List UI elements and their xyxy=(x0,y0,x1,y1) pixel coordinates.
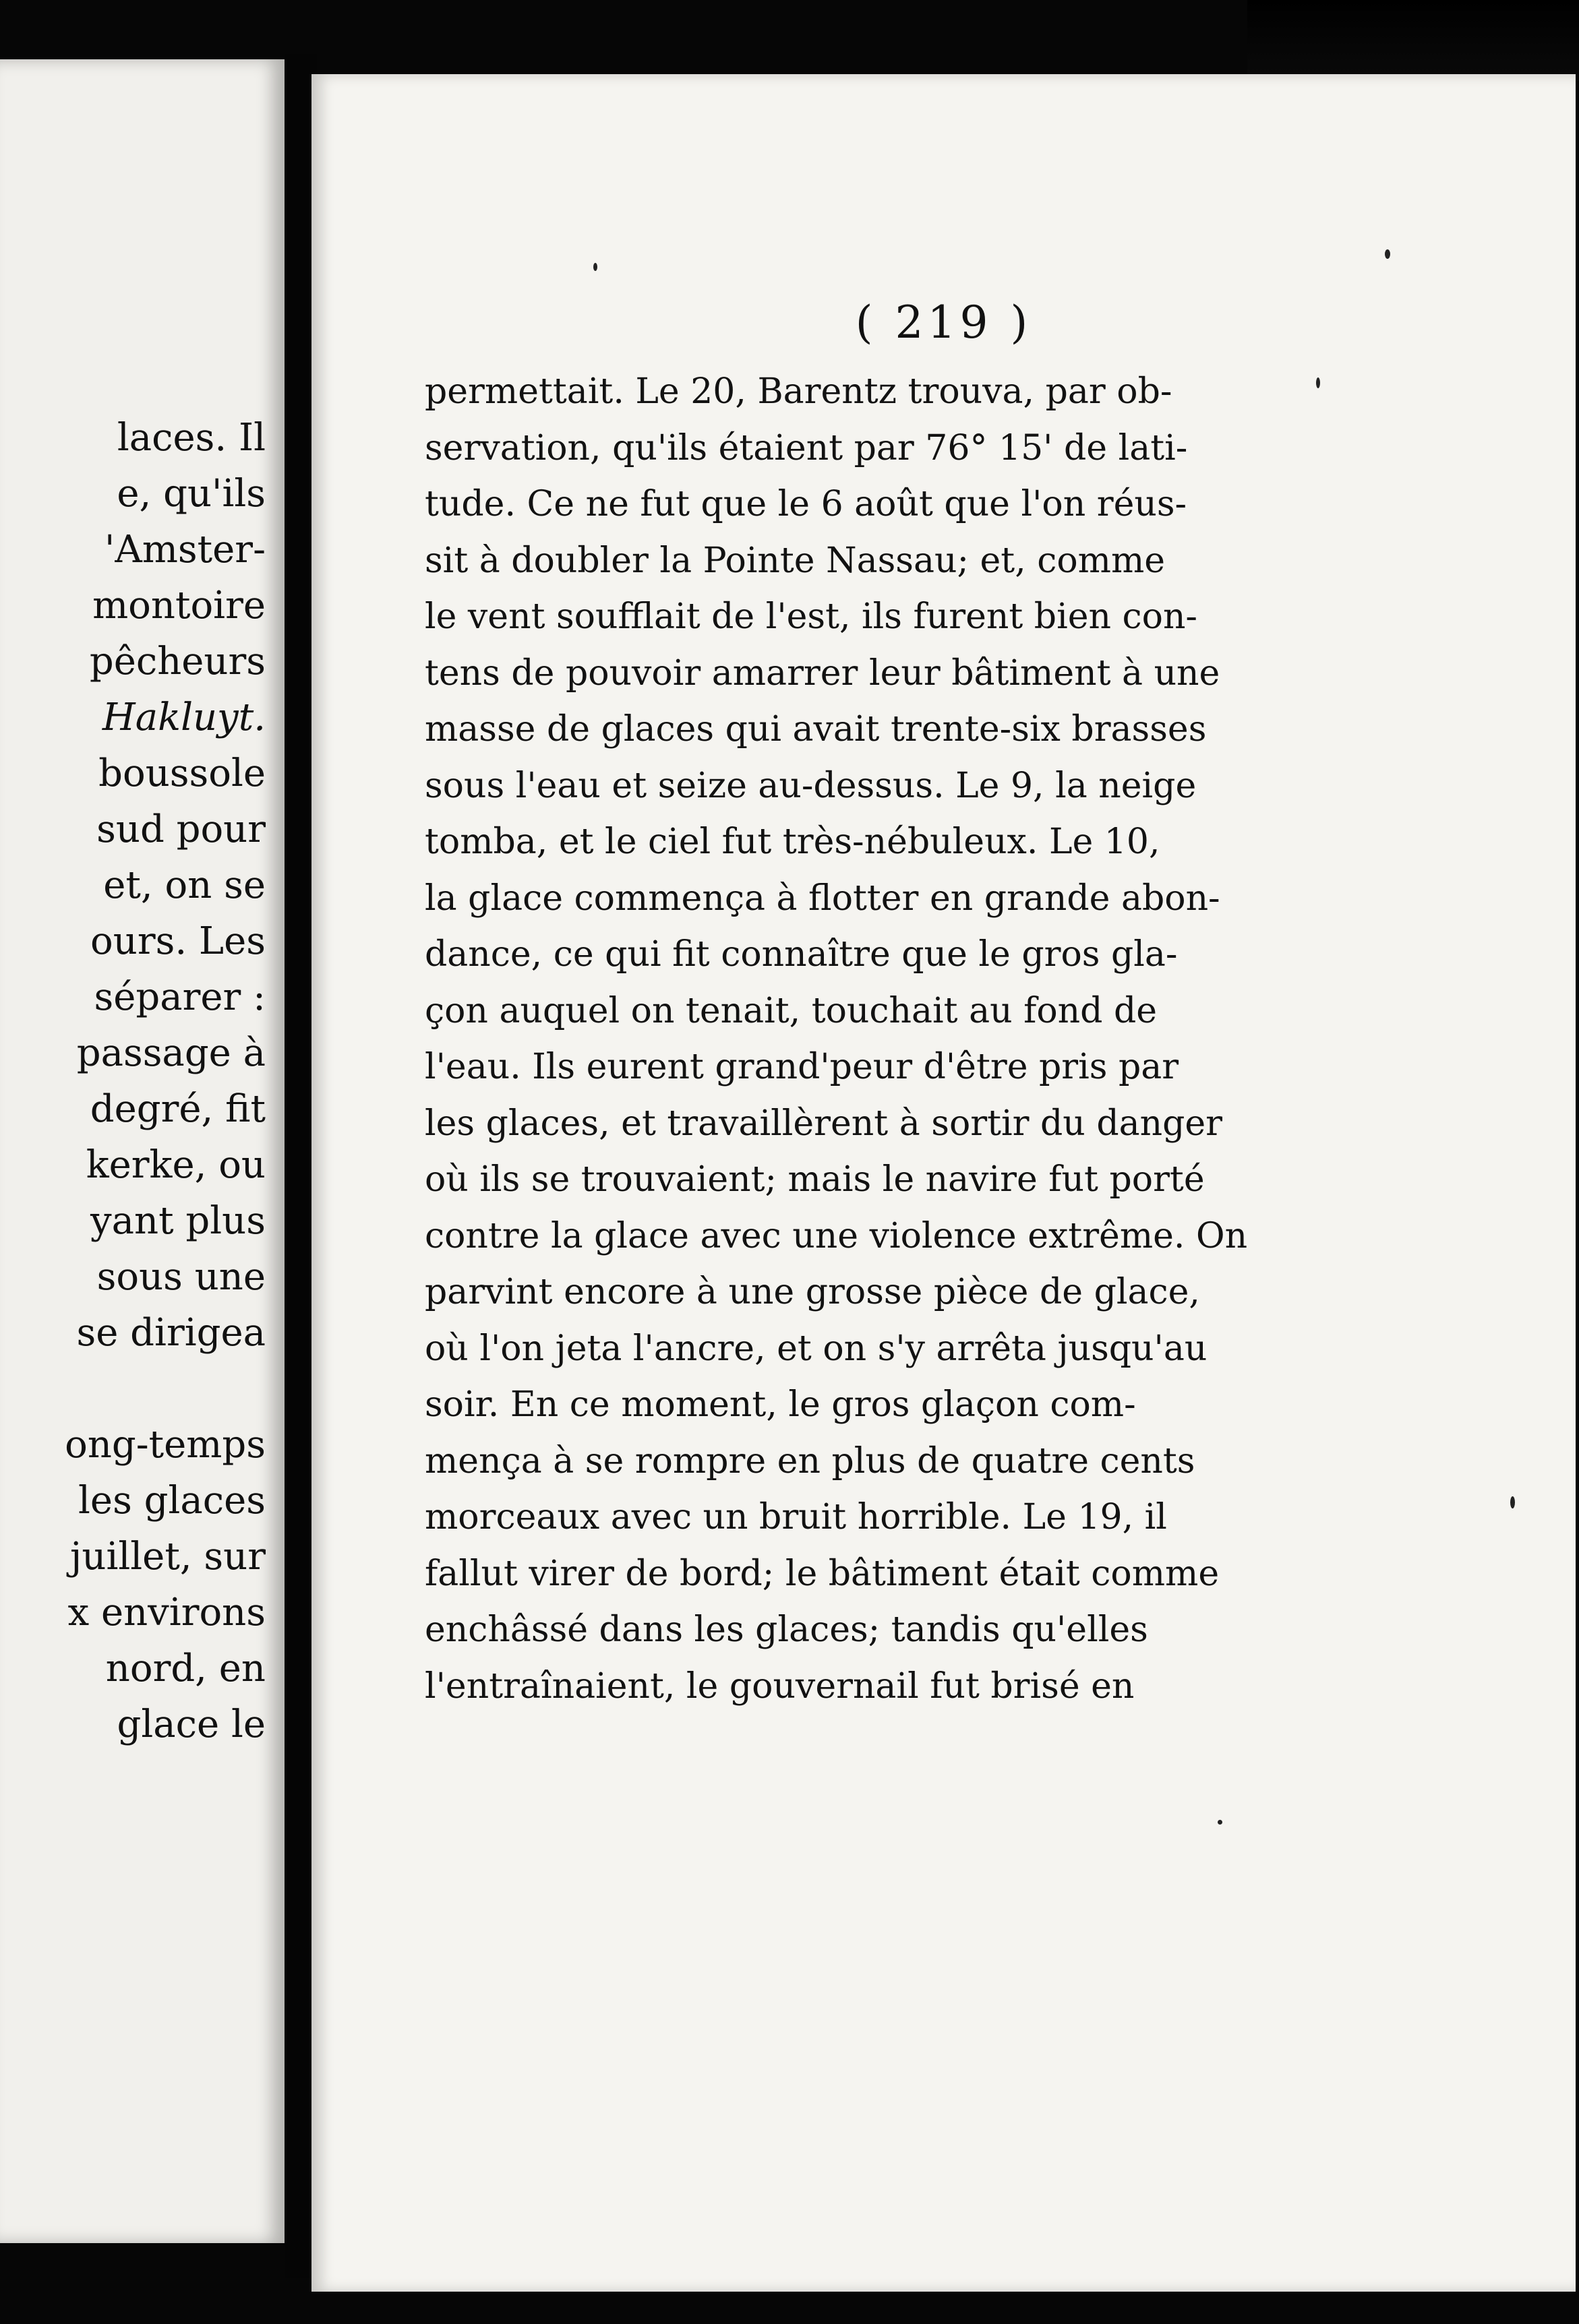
page-body-text xyxy=(425,364,1571,1715)
scan-speck xyxy=(1510,1496,1515,1508)
left-page-line: les glaces xyxy=(78,1479,266,1523)
text-line: où l'on jeta l'ancre, et on s'y arrêta jusqu'au xyxy=(425,1328,1208,1369)
text-line: soir. En ce moment, le gros glaçon com- xyxy=(425,1384,1136,1425)
scan-border-shadow xyxy=(1247,0,1579,81)
text-line: tens de pouvoir amarrer leur bâtiment à une xyxy=(425,652,1220,694)
scan-speck xyxy=(1316,377,1320,388)
left-page-line xyxy=(0,1361,266,1417)
text-line: parvint encore à une grosse pièce de glace, xyxy=(425,1272,1200,1312)
text-line: permettait. Le 20, Barentz trouva, par ob- xyxy=(425,371,1172,412)
text-line: masse de glaces qui avait trente-six brasses xyxy=(425,709,1207,750)
left-page-line: pêcheurs xyxy=(89,640,266,683)
left-page-line: ong-temps xyxy=(65,1423,266,1467)
left-page-line: kerke, ou xyxy=(86,1143,266,1187)
text-line: la glace commença à flotter en grande abon- xyxy=(425,878,1220,919)
text-line: sous l'eau et seize au-dessus. Le 9, la neige xyxy=(425,765,1197,806)
left-page-line: ours. Les xyxy=(90,919,266,963)
text-line: sit à doubler la Pointe Nassau; et, comme xyxy=(425,540,1166,581)
left-page-line: montoire xyxy=(92,584,266,628)
left-page xyxy=(0,59,285,2243)
text-line: l'eau. Ils eurent grand'peur d'être pris par xyxy=(425,1047,1179,1087)
text-line: dance, ce qui fit connaître que le gros gla- xyxy=(425,934,1178,975)
main-page xyxy=(311,74,1576,2292)
left-page-line: juillet, sur xyxy=(70,1535,266,1579)
text-line: les glaces, et travaillèrent à sortir du danger xyxy=(425,1103,1223,1144)
left-page-line: séparer : xyxy=(94,975,266,1019)
text-line: le vent soufflait de l'est, ils furent bien con- xyxy=(425,597,1198,637)
page-number: ( 219 ) xyxy=(855,297,1032,348)
left-page-line: boussole xyxy=(98,752,266,795)
left-page-line: sous une xyxy=(96,1255,266,1299)
left-page-line: degré, fit xyxy=(90,1087,266,1131)
left-page-line: passage à xyxy=(76,1031,266,1075)
left-page-line: et, on se xyxy=(103,863,266,907)
text-line: enchâssé dans les glaces; tandis qu'elles xyxy=(425,1610,1148,1650)
text-line: tude. Ce ne fut que le 6 août que l'on réus- xyxy=(425,484,1187,524)
left-page-line: se dirigea xyxy=(76,1311,266,1355)
text-line: tomba, et le ciel fut très-nébuleux. Le 10, xyxy=(425,822,1160,862)
left-page-line: yant plus xyxy=(90,1199,266,1243)
scan-speck xyxy=(1218,1820,1222,1825)
text-line: mença à se rompre en plus de quatre cents xyxy=(425,1440,1195,1481)
text-line: servation, qu'ils étaient par 76° 15' de lati- xyxy=(425,427,1188,468)
scan-speck xyxy=(593,263,597,271)
left-page-text xyxy=(0,410,266,1752)
left-page-line: Hakluyt. xyxy=(102,696,266,739)
left-page-line: glace le xyxy=(117,1703,266,1746)
left-page-line: x environs xyxy=(67,1591,266,1634)
text-line: fallut virer de bord; le bâtiment était comme xyxy=(425,1553,1220,1594)
text-line: l'entraînaient, le gouvernail fut brisé en xyxy=(425,1665,1135,1707)
text-line: çon auquel on tenait, touchait au fond de xyxy=(425,990,1158,1031)
text-line: morceaux avec un bruit horrible. Le 19, il xyxy=(425,1497,1167,1537)
left-page-line: e, qu'ils xyxy=(117,472,266,516)
text-line: contre la glace avec une violence extrême. On xyxy=(425,1215,1248,1256)
scan-speck xyxy=(1385,249,1390,259)
left-page-line: nord, en xyxy=(105,1647,266,1690)
text-line: où ils se trouvaient; mais le navire fut porté xyxy=(425,1159,1205,1200)
left-page-line: laces. Il xyxy=(117,416,266,460)
left-page-line: 'Amster- xyxy=(104,528,266,572)
left-page-line: sud pour xyxy=(96,807,266,851)
